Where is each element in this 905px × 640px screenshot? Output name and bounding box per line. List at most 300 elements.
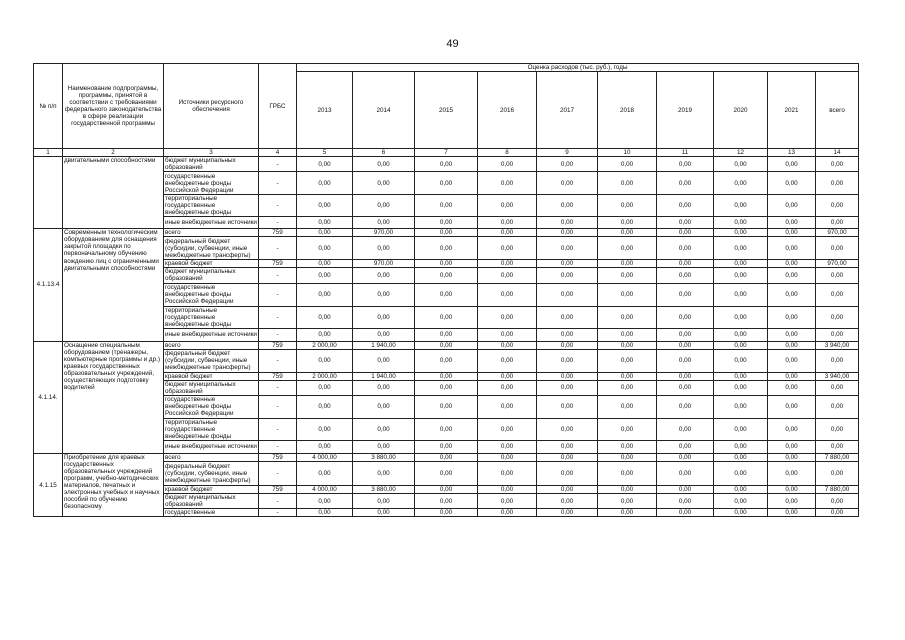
year-value: 0,00 [714,349,768,372]
year-value: 0,00 [478,268,537,283]
total-value: 7 880,00 [816,486,859,494]
total-value: 0,00 [816,380,859,395]
year-value: 0,00 [537,217,598,229]
year-value: 0,00 [598,453,657,461]
header-year: 2015 [415,72,478,149]
year-value: 2 000,00 [297,341,353,349]
year-value: 0,00 [598,157,657,172]
year-value: 3 880,00 [353,486,415,494]
column-number: 13 [768,149,816,157]
year-value: 0,00 [353,395,415,418]
column-number: 6 [353,149,415,157]
year-value: 0,00 [297,260,353,268]
year-value: 0,00 [598,509,657,517]
year-value: 0,00 [714,418,768,440]
year-value: 0,00 [768,341,816,349]
year-value: 0,00 [768,418,816,440]
year-value: 0,00 [657,418,714,440]
year-value: 0,00 [714,341,768,349]
year-value: 0,00 [297,462,353,486]
grbs-code: 759 [259,341,297,349]
header-year: 2014 [353,72,415,149]
year-value: 0,00 [657,283,714,306]
funding-source: бюджет муниципальных образований [164,268,259,283]
column-number: 11 [657,149,714,157]
total-value: 0,00 [816,157,859,172]
total-value: 970,00 [816,229,859,237]
year-value: 0,00 [478,306,537,328]
year-value: 0,00 [714,229,768,237]
total-value: 3 940,00 [816,372,859,380]
year-value: 0,00 [657,380,714,395]
year-value: 0,00 [478,440,537,453]
year-value: 0,00 [415,328,478,341]
year-value: 0,00 [714,494,768,509]
year-value: 0,00 [415,440,478,453]
year-value: 0,00 [415,237,478,260]
year-value: 0,00 [353,306,415,328]
year-value: 0,00 [478,349,537,372]
total-value: 0,00 [816,462,859,486]
grbs-code: 759 [259,260,297,268]
total-value: 7 880,00 [816,453,859,461]
grbs-code: - [259,283,297,306]
year-value: 0,00 [714,372,768,380]
total-value: 0,00 [816,237,859,260]
year-value: 0,00 [657,229,714,237]
year-value: 0,00 [478,453,537,461]
column-number: 9 [537,149,598,157]
year-value: 0,00 [537,328,598,341]
year-value: 0,00 [297,195,353,217]
funding-source: всего [164,229,259,237]
year-value: 0,00 [537,306,598,328]
header-year: 2019 [657,72,714,149]
year-value: 0,00 [297,418,353,440]
funding-source: краевой бюджет [164,486,259,494]
year-value: 0,00 [657,462,714,486]
year-value: 0,00 [714,260,768,268]
year-value: 0,00 [353,380,415,395]
year-value: 0,00 [297,380,353,395]
year-value: 0,00 [415,260,478,268]
total-value: 0,00 [816,268,859,283]
year-value: 0,00 [768,237,816,260]
header-year: 2016 [478,72,537,149]
total-value: 3 940,00 [816,341,859,349]
year-value: 0,00 [537,372,598,380]
year-value: 0,00 [598,217,657,229]
year-value: 0,00 [598,306,657,328]
year-value: 970,00 [353,260,415,268]
grbs-code: - [259,462,297,486]
year-value: 0,00 [598,195,657,217]
funding-source: федеральный бюджет (субсидии, субвенции, иные межбюджетные трансферты) [164,237,259,260]
year-value: 0,00 [353,418,415,440]
funding-source: иные внебюджетные источники [164,328,259,341]
column-number: 1 [34,149,63,157]
funding-source: государственные внебюджетные фонды Российской Федерации [164,172,259,195]
year-value: 0,00 [598,283,657,306]
year-value: 0,00 [657,486,714,494]
year-value: 0,00 [657,172,714,195]
year-value: 0,00 [657,260,714,268]
year-value: 0,00 [768,462,816,486]
year-value: 0,00 [657,306,714,328]
year-value: 0,00 [657,349,714,372]
year-value: 0,00 [415,509,478,517]
funding-source: бюджет муниципальных образований [164,157,259,172]
year-value: 0,00 [657,237,714,260]
year-value: 0,00 [598,372,657,380]
year-value: 0,00 [598,268,657,283]
year-value: 0,00 [657,268,714,283]
year-value: 0,00 [768,440,816,453]
funding-source: государственные внебюджетные фонды Российской Федерации [164,283,259,306]
year-value: 0,00 [415,349,478,372]
year-value: 0,00 [657,372,714,380]
item-name: Приобретение для краевых государственных образовательных учреждений программ, учебно-методических материалов, печатных и электронных учебных и научных пособий по обучению безопасному [63,453,164,516]
year-value: 0,00 [537,494,598,509]
year-value: 0,00 [537,283,598,306]
item-number [34,157,63,229]
year-value: 0,00 [657,395,714,418]
year-value: 0,00 [353,462,415,486]
year-value: 0,00 [478,172,537,195]
year-value: 0,00 [478,229,537,237]
grbs-code: - [259,172,297,195]
grbs-code: 759 [259,229,297,237]
funding-source: бюджет муниципальных образований [164,494,259,509]
year-value: 0,00 [714,440,768,453]
year-value: 4 000,00 [297,453,353,461]
year-value: 0,00 [478,494,537,509]
year-value: 0,00 [598,172,657,195]
year-value: 0,00 [297,172,353,195]
year-value: 0,00 [353,494,415,509]
year-value: 0,00 [768,268,816,283]
grbs-code: - [259,268,297,283]
year-value: 0,00 [768,494,816,509]
grbs-code: - [259,494,297,509]
total-value: 0,00 [816,195,859,217]
year-value: 0,00 [297,509,353,517]
column-number: 10 [598,149,657,157]
year-value: 0,00 [768,283,816,306]
grbs-code: 759 [259,453,297,461]
column-number: 5 [297,149,353,157]
header-col-grbs: ГРБС [259,64,297,149]
year-value: 0,00 [537,157,598,172]
grbs-code: 759 [259,372,297,380]
year-value: 0,00 [415,283,478,306]
year-value: 0,00 [657,494,714,509]
grbs-code: - [259,157,297,172]
year-value: 0,00 [537,509,598,517]
year-value: 0,00 [415,268,478,283]
header-col-name: Наименование подпрограммы, программы, принятой в соответствии с требованиями федерального законодательства в сфере реализации государственной программы [63,64,164,149]
item-number: 4.1.15 [34,453,63,516]
year-value: 0,00 [297,217,353,229]
year-value: 0,00 [353,349,415,372]
header-cost-estimate: Оценка расходов (тыс. руб.), годы [297,64,859,72]
year-value: 0,00 [657,453,714,461]
funding-source: территориальные государственные внебюджетные фонды [164,306,259,328]
year-value: 0,00 [415,229,478,237]
year-value: 0,00 [478,380,537,395]
year-value: 0,00 [353,328,415,341]
year-value: 3 880,00 [353,453,415,461]
year-value: 0,00 [537,229,598,237]
year-value: 0,00 [714,462,768,486]
year-value: 1 940,00 [353,341,415,349]
year-value: 0,00 [537,440,598,453]
funding-source: иные внебюджетные источники [164,217,259,229]
year-value: 0,00 [415,172,478,195]
year-value: 1 940,00 [353,372,415,380]
year-value: 0,00 [297,237,353,260]
total-value: 0,00 [816,509,859,517]
total-value: 0,00 [816,217,859,229]
year-value: 0,00 [768,453,816,461]
year-value: 0,00 [415,462,478,486]
year-value: 0,00 [714,195,768,217]
year-value: 0,00 [768,306,816,328]
column-number: 12 [714,149,768,157]
table-row [34,453,859,461]
year-value: 0,00 [657,328,714,341]
year-value: 4 000,00 [297,486,353,494]
funding-source: краевой бюджет [164,372,259,380]
year-value: 0,00 [297,268,353,283]
year-value: 0,00 [353,195,415,217]
year-value: 0,00 [537,380,598,395]
grbs-code: - [259,380,297,395]
column-number: 3 [164,149,259,157]
year-value: 0,00 [598,494,657,509]
funding-source: территориальные государственные внебюджетные фонды [164,195,259,217]
year-value: 0,00 [353,237,415,260]
grbs-code: - [259,306,297,328]
year-value: 0,00 [598,462,657,486]
year-value: 0,00 [297,229,353,237]
year-value: 0,00 [297,395,353,418]
table-body [34,157,859,517]
total-value: 0,00 [816,395,859,418]
grbs-code: - [259,195,297,217]
year-value: 0,00 [657,217,714,229]
grbs-code: - [259,217,297,229]
grbs-code: - [259,418,297,440]
year-value: 0,00 [657,341,714,349]
year-value: 0,00 [598,418,657,440]
year-value: 0,00 [768,486,816,494]
year-value: 0,00 [415,453,478,461]
year-value: 0,00 [714,486,768,494]
year-value: 0,00 [415,418,478,440]
funding-source: всего [164,341,259,349]
year-value: 0,00 [714,283,768,306]
header-year: 2020 [714,72,768,149]
year-value: 0,00 [415,195,478,217]
year-value: 0,00 [714,453,768,461]
year-value: 0,00 [598,328,657,341]
year-value: 2 000,00 [297,372,353,380]
item-name: Оснащение специальным оборудованием (тренажеры, компьютерные программы и др.) краевых государственных образовательных учреждений, осуществляющих подготовку водителей [63,341,164,453]
funding-source: федеральный бюджет (субсидии, субвенции, иные межбюджетные трансферты) [164,349,259,372]
item-name: двигательными способностями [63,157,164,229]
funding-source: иные внебюджетные источники [164,440,259,453]
year-value: 0,00 [415,157,478,172]
year-value: 0,00 [657,157,714,172]
year-value: 0,00 [537,172,598,195]
year-value: 0,00 [297,283,353,306]
year-value: 0,00 [478,395,537,418]
year-value: 0,00 [714,157,768,172]
budget-table [33,63,859,517]
year-value: 0,00 [714,328,768,341]
year-value: 0,00 [714,306,768,328]
total-value: 970,00 [816,260,859,268]
year-value: 0,00 [537,341,598,349]
year-value: 0,00 [768,172,816,195]
year-value: 0,00 [537,453,598,461]
year-value: 0,00 [657,509,714,517]
year-value: 970,00 [353,229,415,237]
column-number: 7 [415,149,478,157]
year-value: 0,00 [478,283,537,306]
year-value: 0,00 [415,494,478,509]
funding-source: государственные [164,509,259,517]
year-value: 0,00 [478,260,537,268]
header-col-number: № п/п [34,64,63,149]
header-year: 2018 [598,72,657,149]
year-value: 0,00 [415,380,478,395]
year-value: 0,00 [598,349,657,372]
year-value: 0,00 [598,260,657,268]
grbs-code: - [259,440,297,453]
column-number: 4 [259,149,297,157]
year-value: 0,00 [537,418,598,440]
year-value: 0,00 [353,509,415,517]
year-value: 0,00 [353,157,415,172]
year-value: 0,00 [353,440,415,453]
year-value: 0,00 [598,229,657,237]
year-value: 0,00 [768,380,816,395]
year-value: 0,00 [297,328,353,341]
item-number: 4.1.14. [34,341,63,453]
year-value: 0,00 [598,341,657,349]
year-value: 0,00 [415,486,478,494]
year-value: 0,00 [478,372,537,380]
year-value: 0,00 [598,380,657,395]
year-value: 0,00 [537,260,598,268]
year-value: 0,00 [478,237,537,260]
year-value: 0,00 [714,395,768,418]
header-year: 2017 [537,72,598,149]
year-value: 0,00 [537,268,598,283]
year-value: 0,00 [768,157,816,172]
column-number: 8 [478,149,537,157]
year-value: 0,00 [478,509,537,517]
funding-source: краевой бюджет [164,260,259,268]
year-value: 0,00 [415,217,478,229]
year-value: 0,00 [353,268,415,283]
year-value: 0,00 [415,395,478,418]
funding-source: государственные внебюджетные фонды Российской Федерации [164,395,259,418]
year-value: 0,00 [537,486,598,494]
year-value: 0,00 [297,157,353,172]
funding-source: всего [164,453,259,461]
grbs-code: - [259,237,297,260]
year-value: 0,00 [537,462,598,486]
total-value: 0,00 [816,494,859,509]
year-value: 0,00 [768,349,816,372]
year-value: 0,00 [657,440,714,453]
year-value: 0,00 [353,217,415,229]
column-number: 14 [816,149,859,157]
year-value: 0,00 [714,268,768,283]
header-year: 2013 [297,72,353,149]
funding-source: бюджет муниципальных образований [164,380,259,395]
funding-source: федеральный бюджет (субсидии, субвенции, иные межбюджетные трансферты) [164,462,259,486]
header-year: 2021 [768,72,816,149]
year-value: 0,00 [297,440,353,453]
year-value: 0,00 [478,486,537,494]
year-value: 0,00 [714,237,768,260]
total-value: 0,00 [816,328,859,341]
year-value: 0,00 [415,341,478,349]
year-value: 0,00 [768,217,816,229]
year-value: 0,00 [598,237,657,260]
year-value: 0,00 [537,395,598,418]
year-value: 0,00 [768,372,816,380]
year-value: 0,00 [768,260,816,268]
total-value: 0,00 [816,418,859,440]
total-value: 0,00 [816,306,859,328]
year-value: 0,00 [598,440,657,453]
year-value: 0,00 [714,217,768,229]
year-value: 0,00 [478,341,537,349]
column-number-row [34,149,859,157]
table-row [34,157,859,172]
grbs-code: - [259,328,297,341]
item-number: 4.1.13.4 [34,229,63,341]
year-value: 0,00 [537,195,598,217]
grbs-code: - [259,395,297,418]
year-value: 0,00 [537,237,598,260]
year-value: 0,00 [598,395,657,418]
year-value: 0,00 [768,509,816,517]
year-value: 0,00 [768,328,816,341]
year-value: 0,00 [353,283,415,306]
column-number: 2 [63,149,164,157]
year-value: 0,00 [478,418,537,440]
total-value: 0,00 [816,349,859,372]
total-value: 0,00 [816,440,859,453]
grbs-code: - [259,509,297,517]
year-value: 0,00 [478,462,537,486]
year-value: 0,00 [478,328,537,341]
header-total: всего [816,72,859,149]
year-value: 0,00 [714,172,768,195]
total-value: 0,00 [816,283,859,306]
page-number: 49 [446,38,459,50]
grbs-code: 759 [259,486,297,494]
year-value: 0,00 [598,486,657,494]
year-value: 0,00 [478,157,537,172]
year-value: 0,00 [768,395,816,418]
